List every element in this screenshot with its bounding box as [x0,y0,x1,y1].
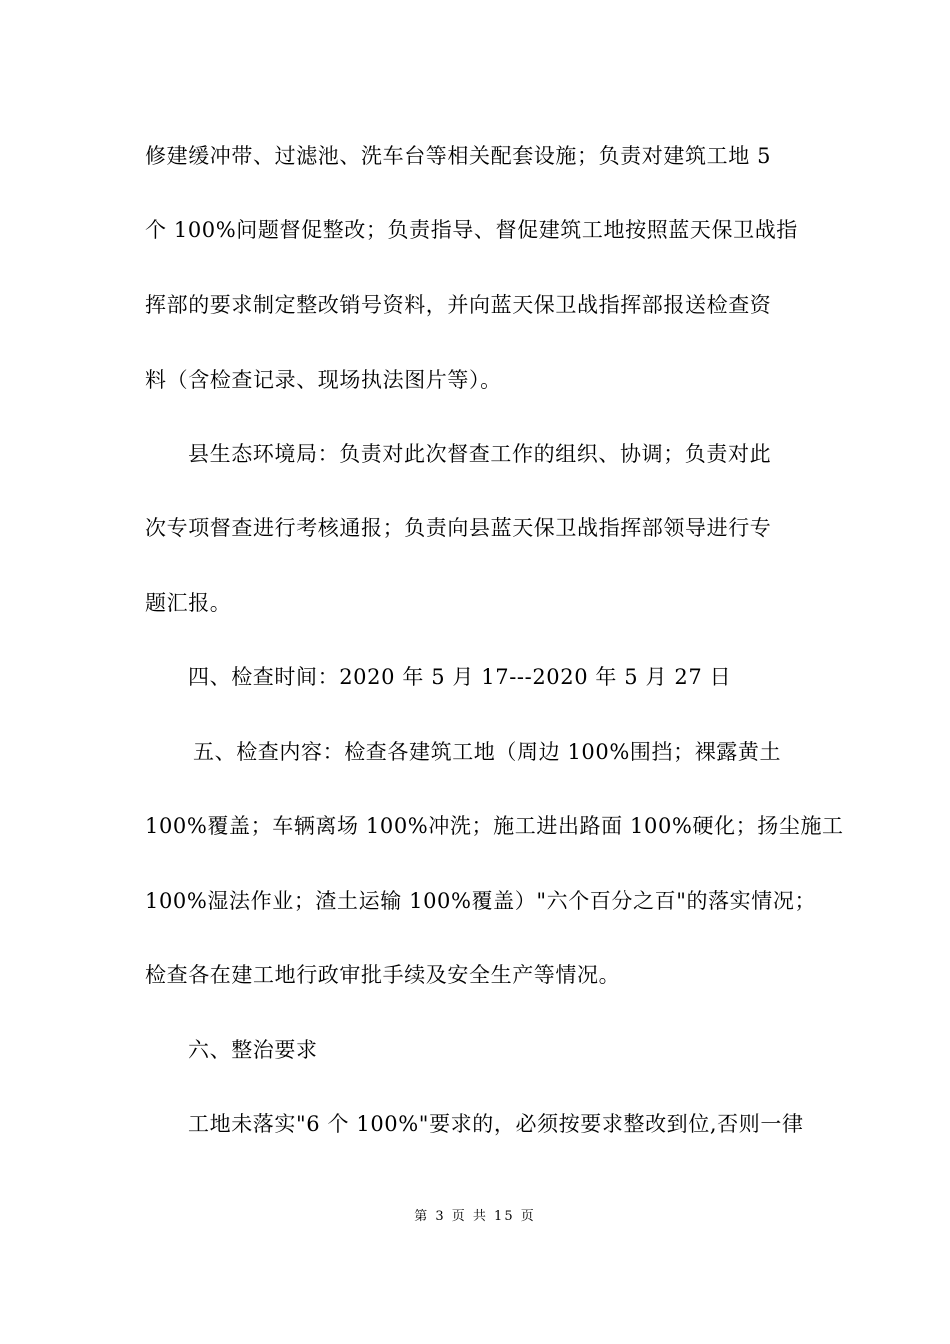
section-4-check-time: 四、检查时间：2020 年 5 月 17---2020 年 5 月 27 日 [188,665,732,689]
paragraph-5-line-1: 五、检查内容：检查各建筑工地（周边 100%围挡；裸露黄土 [193,740,782,764]
paragraph-2-line-3: 题汇报。 [145,591,232,615]
paragraph-7-line-1: 工地未落实"6 个 100%"要求的，必须按要求整改到位,否则一律 [188,1112,804,1136]
paragraph-1-line-3: 挥部的要求制定整改销号资料，并向蓝天保卫战指挥部报送检查资 [145,293,772,317]
paragraph-5-line-2: 100%覆盖；车辆离场 100%冲洗；施工进出路面 100%硬化；扬尘施工 [145,814,844,838]
section-6-heading: 六、整治要求 [188,1038,318,1062]
paragraph-2-line-2: 次专项督查进行考核通报；负责向县蓝天保卫战指挥部领导进行专 [145,516,772,540]
paragraph-5-line-3: 100%湿法作业；渣土运输 100%覆盖）"六个百分之百"的落实情况； [145,889,817,913]
paragraph-1-line-1: 修建缓冲带、过滤池、洗车台等相关配套设施；负责对建筑工地 5 [145,144,772,168]
paragraph-5-line-4: 检查各在建工地行政审批手续及安全生产等情况。 [145,963,621,987]
page-footer: 第 3 页 共 15 页 [414,1209,536,1224]
paragraph-1-line-2: 个 100%问题督促整改；负责指导、督促建筑工地按照蓝天保卫战指 [145,218,798,242]
paragraph-1-line-4: 料（含检查记录、现场执法图片等）。 [145,368,502,392]
paragraph-2-line-1: 县生态环境局：负责对此次督查工作的组织、协调；负责对此 [188,442,772,466]
